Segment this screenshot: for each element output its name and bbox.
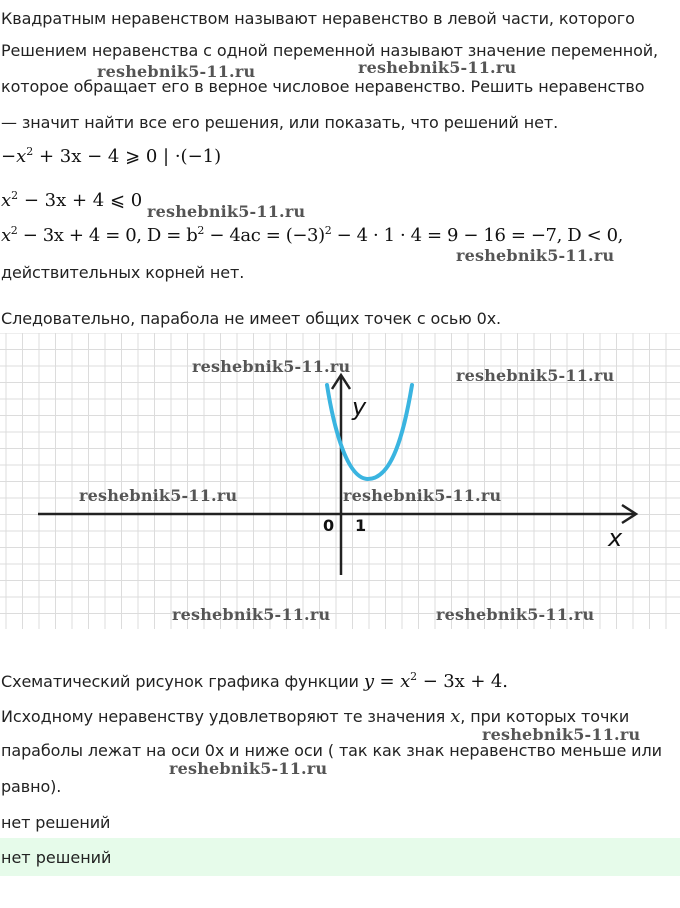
x-axis-label: x xyxy=(608,524,623,552)
text-line-4: — значит найти все его решения, или показать, что решений нет. xyxy=(1,113,559,132)
text-line-8: Исходному неравенству удовлетворяют те значения x, при которых точки xyxy=(1,706,630,727)
text-line-11: нет решений xyxy=(1,813,111,832)
text-line-10: равно). xyxy=(1,777,62,796)
text-line-9: параболы лежат на оси 0х и ниже оси ( так как знак неравенство меньше или xyxy=(1,741,662,760)
watermark: reshebnik5-11.ru xyxy=(192,357,351,376)
text-line-1: Квадратным неравенством называют неравенство в левой части, которого xyxy=(1,9,635,28)
text-line-3: которое обращает его в верное числовое неравенство. Решить неравенство xyxy=(1,77,645,96)
inequality-original: $-x^2 + 3x - 4$ ⩾ 0 | ·(−1) xyxy=(1,145,222,167)
watermark: reshebnik5-11.ru xyxy=(97,62,256,81)
watermark: reshebnik5-11.ru xyxy=(343,486,502,505)
text-line-6: Следовательно, парабола не имеет общих точек с осью 0х. xyxy=(1,309,502,328)
function-caption: Схематический рисунок графика функции $y = x^2 - 3x + 4$. xyxy=(1,670,508,692)
watermark: reshebnik5-11.ru xyxy=(358,58,517,77)
answer-text: нет решений xyxy=(1,848,112,867)
x-axis xyxy=(38,505,636,523)
watermark: reshebnik5-11.ru xyxy=(482,725,641,744)
answer-box xyxy=(0,838,680,876)
watermark: reshebnik5-11.ru xyxy=(172,605,331,624)
origin-label: 0 xyxy=(323,516,335,535)
watermark: reshebnik5-11.ru xyxy=(147,202,306,221)
watermark: reshebnik5-11.ru xyxy=(79,486,238,505)
text-line-5: действительных корней нет. xyxy=(1,263,245,282)
watermark: reshebnik5-11.ru xyxy=(456,366,615,385)
discriminant-equation: $x^2 - 3x + 4 = 0$, $D = b^2 - 4ac = (-3)^2 - 4 \cdot 1 \cdot 4 = 9 - 16 = -7$, D < 0, xyxy=(1,224,623,246)
text-line-2: Решением неравенства с одной переменной называют значение переменной, xyxy=(1,41,659,60)
watermark: reshebnik5-11.ru xyxy=(456,246,615,265)
y-axis-label: y xyxy=(352,393,367,421)
watermark: reshebnik5-11.ru xyxy=(436,605,595,624)
tick-label-1: 1 xyxy=(355,516,367,535)
watermark: reshebnik5-11.ru xyxy=(169,759,328,778)
inequality-transformed: $x^2 - 3x + 4$ ⩽ 0 xyxy=(1,189,143,211)
y-axis xyxy=(332,375,350,575)
